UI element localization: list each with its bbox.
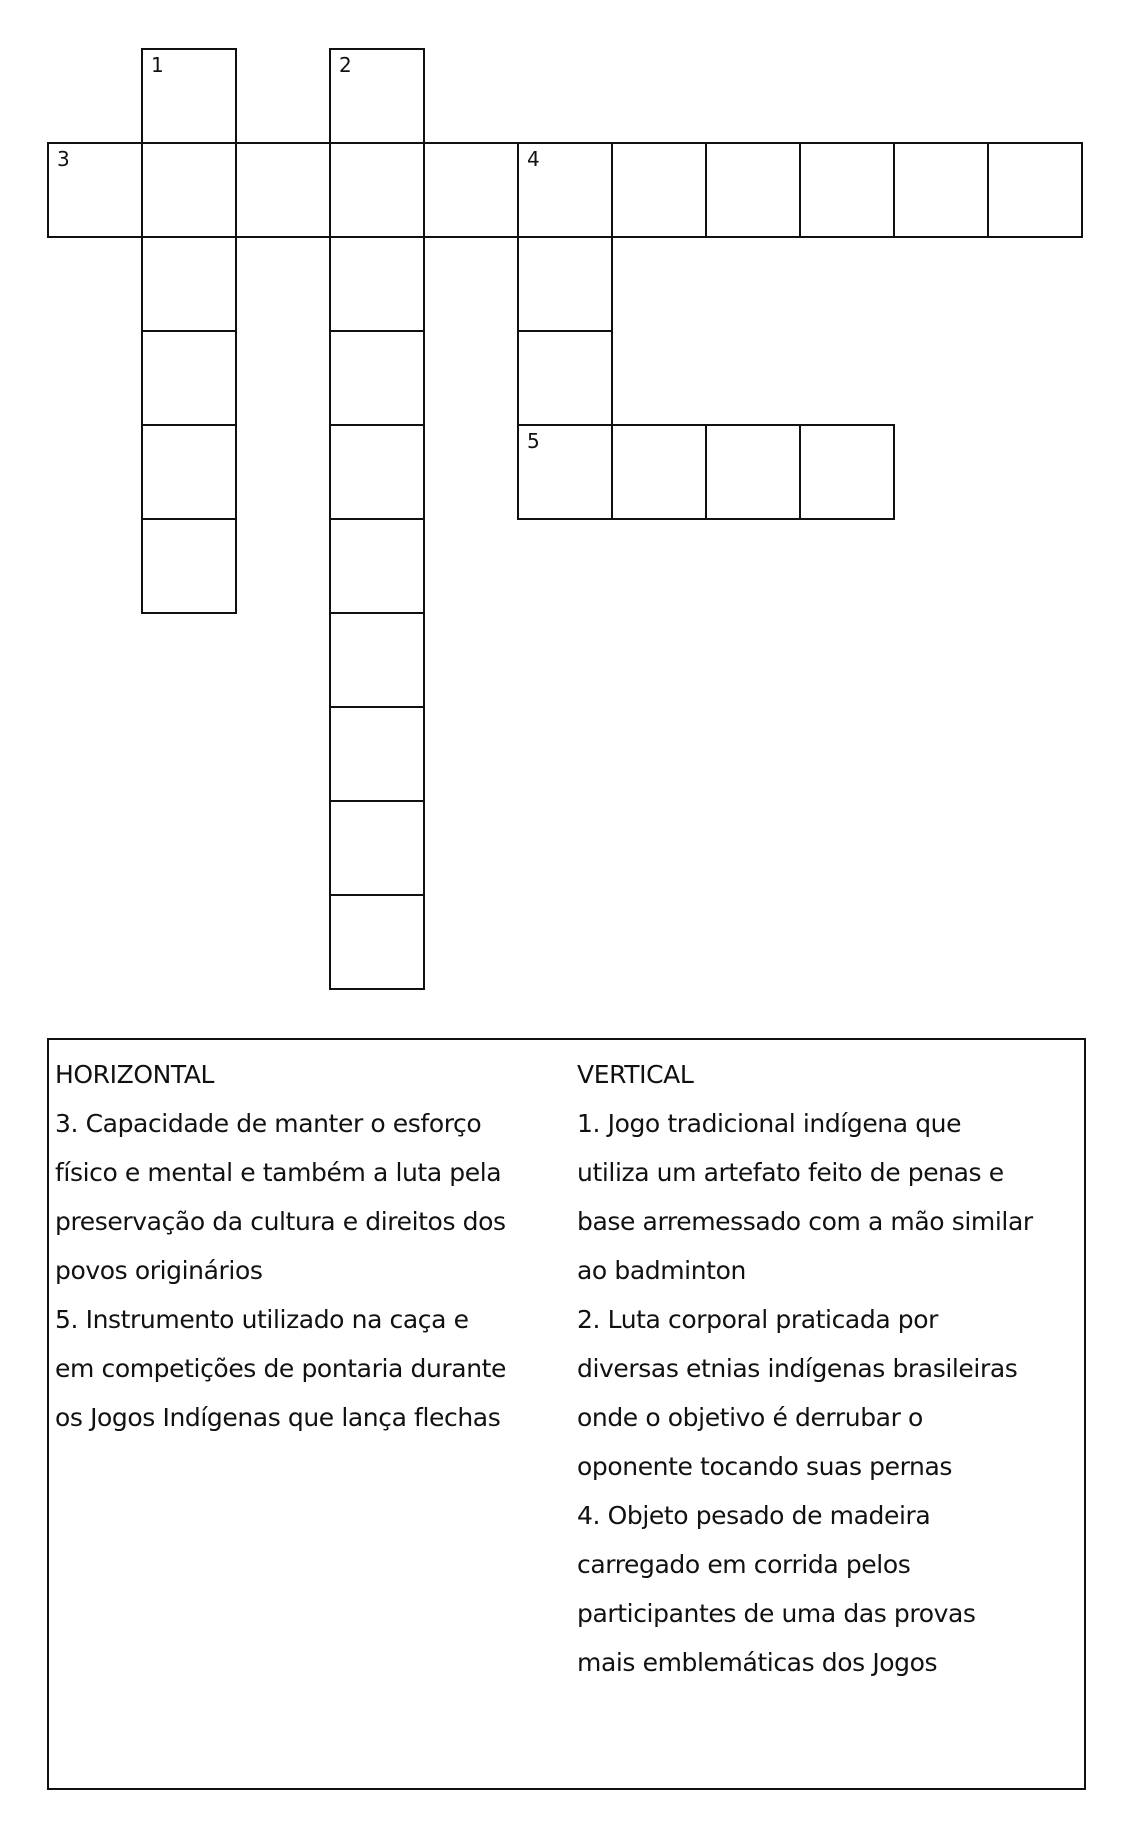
clue-line: carregado em corrida pelos	[577, 1550, 911, 1579]
clue-number: 1	[151, 53, 164, 77]
crossword-cell[interactable]	[329, 612, 425, 708]
horizontal-clues	[55, 1050, 565, 1442]
crossword-cell[interactable]	[235, 142, 331, 238]
clue-line: mais emblemáticas dos Jogos	[577, 1648, 938, 1677]
crossword-cell[interactable]	[329, 236, 425, 332]
crossword-cell[interactable]	[329, 518, 425, 614]
crossword-cell[interactable]	[987, 142, 1083, 238]
clue-line: os Jogos Indígenas que lança flechas	[55, 1403, 501, 1432]
clue-line: 3. Capacidade de manter o esforço	[55, 1109, 482, 1138]
crossword-cell[interactable]	[141, 142, 237, 238]
crossword-cell[interactable]	[329, 142, 425, 238]
crossword-cell[interactable]	[141, 48, 237, 144]
clue-line: em competições de pontaria durante	[55, 1354, 507, 1383]
clue-number: 2	[339, 53, 352, 77]
clues-box	[47, 1038, 1086, 1790]
crossword-cell[interactable]	[47, 142, 143, 238]
crossword-cell[interactable]	[517, 142, 613, 238]
crossword-cell[interactable]	[329, 330, 425, 426]
clue-line: 4. Objeto pesado de madeira	[577, 1501, 931, 1530]
crossword-cell[interactable]	[329, 894, 425, 990]
crossword-cell[interactable]	[517, 330, 613, 426]
clue-line: participantes de uma das provas	[577, 1599, 976, 1628]
clue-line: utiliza um artefato feito de penas e	[577, 1158, 1004, 1187]
crossword-cell[interactable]	[705, 424, 801, 520]
crossword-cell[interactable]	[141, 518, 237, 614]
crossword-cell[interactable]	[141, 236, 237, 332]
crossword-cell[interactable]	[329, 800, 425, 896]
crossword-cell[interactable]	[517, 236, 613, 332]
clue-line: oponente tocando suas pernas	[577, 1452, 953, 1481]
crossword-cell[interactable]	[141, 330, 237, 426]
clue-line: físico e mental e também a luta pela	[55, 1158, 502, 1187]
clue-line: ao badminton	[577, 1256, 746, 1285]
crossword-cell[interactable]	[329, 424, 425, 520]
crossword-cell[interactable]	[611, 424, 707, 520]
crossword-cell[interactable]	[799, 424, 895, 520]
clue-number: 3	[57, 147, 70, 171]
crossword-cell[interactable]	[329, 48, 425, 144]
clue-number: 4	[527, 147, 540, 171]
clue-number: 5	[527, 429, 540, 453]
crossword-cell[interactable]	[705, 142, 801, 238]
horizontal-heading: HORIZONTAL	[55, 1060, 215, 1089]
crossword-cell[interactable]	[423, 142, 519, 238]
clue-line: 1. Jogo tradicional indígena que	[577, 1109, 962, 1138]
clue-line: povos originários	[55, 1256, 263, 1285]
clue-line: 5. Instrumento utilizado na caça e	[55, 1305, 469, 1334]
crossword-cell[interactable]	[329, 706, 425, 802]
crossword-cell[interactable]	[517, 424, 613, 520]
clue-line: 2. Luta corporal praticada por	[577, 1305, 939, 1334]
crossword-cell[interactable]	[141, 424, 237, 520]
clue-line: onde o objetivo é derrubar o	[577, 1403, 923, 1432]
crossword-cell[interactable]	[799, 142, 895, 238]
vertical-clues	[577, 1050, 1082, 1687]
clue-line: diversas etnias indígenas brasileiras	[577, 1354, 1018, 1383]
clue-line: base arremessado com a mão similar	[577, 1207, 1033, 1236]
crossword-cell[interactable]	[611, 142, 707, 238]
crossword-cell[interactable]	[893, 142, 989, 238]
clue-line: preservação da cultura e direitos dos	[55, 1207, 506, 1236]
vertical-heading: VERTICAL	[577, 1060, 694, 1089]
